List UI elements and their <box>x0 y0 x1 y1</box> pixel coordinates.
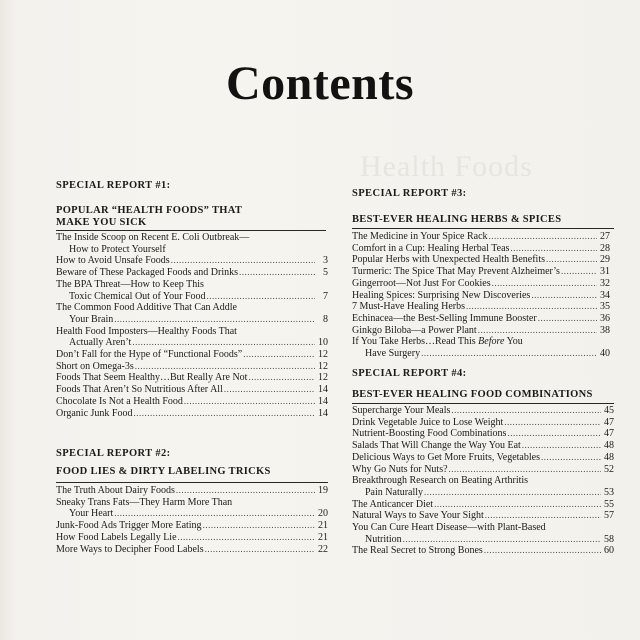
toc-page-number: 53 <box>604 486 614 498</box>
toc-entry <box>352 487 614 499</box>
toc-entry <box>56 279 328 291</box>
dot-leader <box>248 372 315 384</box>
dot-leader <box>504 417 601 429</box>
toc-entry <box>352 301 610 313</box>
toc-entry <box>56 337 328 349</box>
toc-page-number: 14 <box>318 384 328 396</box>
toc-page-number: 5 <box>323 267 328 279</box>
report-1-entries <box>56 232 328 419</box>
toc-page-number: 45 <box>604 405 614 416</box>
dot-leader <box>541 452 601 464</box>
toc-entry <box>56 244 328 256</box>
toc-entry <box>56 544 328 556</box>
toc-entry <box>352 278 610 290</box>
toc-entry-text: Salads That Will Change the Way You Eat <box>352 440 521 452</box>
toc-page-number: 35 <box>600 301 610 313</box>
toc-entry <box>352 417 614 429</box>
report-3-rule <box>352 228 614 229</box>
toc-entry-text: Short on Omega-3s <box>56 360 134 372</box>
toc-page-number: 8 <box>323 313 328 325</box>
toc-entry-text: Beware of These Packaged Foods and Drinks <box>56 267 238 279</box>
toc-entry-text: Your Heart <box>69 508 114 520</box>
toc-entry <box>352 231 610 243</box>
toc-entry <box>352 428 614 440</box>
toc-entry <box>56 372 328 384</box>
toc-entry-text: Toxic Chemical Out of Your Food <box>69 290 206 302</box>
toc-page-number: 38 <box>600 324 610 336</box>
toc-entry <box>352 313 610 325</box>
report-2-rule <box>56 482 328 483</box>
report-1-title-line: MAKE YOU SICK <box>56 217 147 228</box>
toc-page-number: 32 <box>600 277 610 289</box>
toc-entry <box>352 452 614 464</box>
toc-entry-text: Why Go Nuts for Nuts? <box>352 463 448 475</box>
toc-entry <box>352 243 610 255</box>
toc-entry-text: You Can Cure Heart Disease—with Plant-Based <box>352 522 546 534</box>
toc-entry-text: Gingerroot—Not Just For Cookies <box>352 277 491 289</box>
toc-entry <box>352 522 614 534</box>
toc-entry <box>56 255 328 267</box>
toc-entry <box>56 485 328 497</box>
toc-entry-text: Foods That Seem Healthy…But Really Are Not <box>56 372 248 384</box>
toc-page-number: 34 <box>600 289 610 301</box>
toc-entry-text: Ginkgo Biloba—a Power Plant <box>352 324 477 336</box>
dot-leader <box>205 544 315 556</box>
toc-entry <box>352 336 610 348</box>
dot-leader <box>133 408 315 420</box>
toc-entry-text: Pain Naturally <box>365 486 424 498</box>
dot-leader <box>171 255 315 267</box>
report-3-label: SPECIAL REPORT #3: <box>352 188 467 199</box>
toc-entry <box>352 440 614 452</box>
toc-entry <box>352 534 614 546</box>
toc-page-number: 3 <box>323 255 328 267</box>
toc-entry <box>56 302 328 314</box>
toc-entry-text: The Common Food Additive That Can Addle <box>56 302 237 314</box>
dot-leader <box>510 243 597 255</box>
toc-entry-text: Organic Junk Food <box>56 407 133 419</box>
report-4-title-line: BEST-EVER HEALING FOOD COMBINATIONS <box>352 389 593 400</box>
toc-entry-text: Supercharge Your Meals <box>352 405 451 416</box>
toc-page-number: 48 <box>604 440 614 452</box>
toc-page-number: 40 <box>600 348 610 360</box>
dot-leader <box>176 485 315 497</box>
toc-entry-text: Natural Ways to Save Your Sight <box>352 510 484 522</box>
dot-leader <box>135 361 315 373</box>
toc-page-number: 21 <box>318 520 328 532</box>
toc-page-number: 22 <box>318 543 328 555</box>
toc-entry-text: 7 Must-Have Healing Herbs <box>352 301 466 313</box>
dot-leader <box>243 349 315 361</box>
report-1-title-line: POPULAR “HEALTH FOODS” THAT <box>56 205 243 216</box>
report-2-title <box>56 466 271 478</box>
dot-leader <box>466 301 597 313</box>
dot-leader <box>184 396 315 408</box>
toc-entry <box>352 545 614 557</box>
dot-leader <box>424 487 601 499</box>
toc-page-number: 55 <box>604 498 614 510</box>
toc-entry-text: How Food Labels Legally Lie <box>56 531 177 543</box>
toc-entry <box>56 396 328 408</box>
toc-entry-text: Comfort in a Cup: Healing Herbal Teas <box>352 242 510 254</box>
toc-entry <box>352 405 614 417</box>
report-4-label: SPECIAL REPORT #4: <box>352 368 467 379</box>
toc-page-number: 14 <box>318 395 328 407</box>
toc-entry <box>56 232 328 244</box>
toc-entry-text: The Anticancer Diet <box>352 498 434 510</box>
dot-leader <box>403 534 601 546</box>
toc-entry <box>352 464 614 476</box>
dot-leader <box>478 325 597 337</box>
toc-page-number: 29 <box>600 254 610 266</box>
toc-page-number: 47 <box>604 428 614 440</box>
dot-leader <box>451 405 601 417</box>
report-1-label: SPECIAL REPORT #1: <box>56 180 171 191</box>
toc-page-number: 52 <box>604 463 614 475</box>
dot-leader <box>178 532 315 544</box>
toc-entry <box>352 290 610 302</box>
report-1-rule <box>56 230 326 231</box>
report-3-title <box>352 214 561 226</box>
toc-page-number: 19 <box>318 485 328 496</box>
toc-entry-text: Health Food Imposters—Healthy Foods That <box>56 325 237 337</box>
toc-entry-text: Popular Herbs with Unexpected Health Benefits <box>352 254 546 266</box>
toc-entry-text: Foods That Aren’t So Nutritious After All <box>56 384 223 396</box>
toc-entry-text: Nutrition <box>365 533 402 545</box>
toc-entry-text: Sneaky Trans Fats—They Harm More Than <box>56 496 233 508</box>
toc-entry-text: Breakthrough Research on Beating Arthritis <box>352 475 529 487</box>
toc-entry <box>56 532 328 544</box>
dot-leader <box>507 428 601 440</box>
report-4-title <box>352 389 593 401</box>
dot-leader <box>421 348 597 360</box>
toc-entry <box>56 291 328 303</box>
toc-entry-text: How to Avoid Unsafe Foods <box>56 255 170 267</box>
report-3-title-line: BEST-EVER HEALING HERBS & SPICES <box>352 214 562 225</box>
report-1-title <box>56 205 242 229</box>
toc-entry <box>56 267 328 279</box>
toc-entry <box>56 326 328 338</box>
toc-page-number: 47 <box>604 416 614 428</box>
toc-entry-text: Chocolate Is Not a Health Food <box>56 395 183 407</box>
toc-entry-text: Actually Aren’t <box>69 337 132 349</box>
report-4-entries <box>352 405 614 557</box>
toc-entry-text: Nutrient-Boosting Food Combinations <box>352 428 507 440</box>
toc-page-number: 28 <box>600 242 610 254</box>
toc-page-number: 36 <box>600 312 610 324</box>
toc-entry-text: Drink Vegetable Juice to Lose Weight <box>352 416 504 428</box>
toc-entry <box>352 254 610 266</box>
toc-page-number: 12 <box>318 360 328 372</box>
toc-entry <box>56 408 328 420</box>
toc-entry-text: Have Surgery <box>365 348 421 360</box>
dot-leader <box>492 278 597 290</box>
toc-entry <box>56 520 328 532</box>
dot-leader <box>207 291 315 303</box>
page-title: Contents <box>225 57 414 110</box>
toc-entry-text: Healing Spices: Surprising New Discoveries <box>352 289 531 301</box>
toc-entry-text: Turmeric: The Spice That May Prevent Alzheimer’s <box>352 266 560 278</box>
dot-leader <box>546 254 597 266</box>
dot-leader <box>224 384 315 396</box>
toc-entry <box>56 497 328 509</box>
dot-leader <box>239 267 315 279</box>
toc-entry <box>352 475 614 487</box>
toc-entry <box>56 314 328 326</box>
report-2-label: SPECIAL REPORT #2: <box>56 448 171 459</box>
dot-leader <box>114 314 315 326</box>
dot-leader <box>485 510 601 522</box>
toc-page-number: 58 <box>604 533 614 545</box>
toc-entry <box>352 325 610 337</box>
dot-leader <box>522 440 601 452</box>
dot-leader <box>203 520 315 532</box>
dot-leader <box>434 499 601 511</box>
toc-entry-text: The Real Secret to Strong Bones <box>352 545 483 557</box>
dot-leader <box>561 266 597 278</box>
toc-entry-text: Junk-Food Ads Trigger More Eating <box>56 520 202 532</box>
dot-leader <box>538 313 597 325</box>
toc-entry-text: Don’t Fall for the Hype of “Functional Foods” <box>56 349 243 361</box>
toc-entry-text: More Ways to Decipher Food Labels <box>56 543 204 555</box>
toc-entry-text: The BPA Threat—How to Keep This <box>56 278 204 290</box>
toc-page-number: 57 <box>604 510 614 522</box>
toc-page-number: 12 <box>318 349 328 361</box>
toc-entry-text: If You Take Herbs…Read This Before You <box>352 336 523 348</box>
toc-entry <box>352 348 610 360</box>
toc-page-number: 7 <box>323 290 328 302</box>
toc-entry <box>352 510 614 522</box>
dot-leader <box>489 231 597 243</box>
toc-entry-text: Your Brain <box>69 313 114 325</box>
report-2-title-line: FOOD LIES & DIRTY LABELING TRICKS <box>56 466 271 477</box>
toc-entry-text: Echinacea—the Best-Selling Immune Booster <box>352 312 537 324</box>
emphasis: Before <box>478 336 505 348</box>
toc-entry-text: The Truth About Dairy Foods <box>56 485 175 496</box>
toc-page-number: 21 <box>318 531 328 543</box>
report-4-rule <box>352 403 614 404</box>
toc-entry-text: The Inside Scoop on Recent E. Coli Outbreak— <box>56 232 250 243</box>
toc-page-number: 27 <box>600 231 610 242</box>
dot-leader <box>531 290 597 302</box>
dot-leader <box>449 464 601 476</box>
toc-page-number: 48 <box>604 451 614 463</box>
toc-page-number: 31 <box>600 266 610 278</box>
toc-entry <box>56 349 328 361</box>
toc-page-number: 12 <box>318 372 328 384</box>
toc-entry-text: The Medicine in Your Spice Rack <box>352 231 488 242</box>
report-3-entries <box>352 231 610 360</box>
toc-entry <box>56 361 328 373</box>
toc-entry-text: How to Protect Yourself <box>69 243 166 255</box>
toc-page-number: 14 <box>318 407 328 419</box>
toc-entry <box>352 499 614 511</box>
toc-page-number: 20 <box>318 508 328 520</box>
dot-leader <box>132 337 315 349</box>
dot-leader <box>114 508 315 520</box>
bleed-through-text: Health Foods <box>360 150 533 183</box>
toc-entry <box>352 266 610 278</box>
toc-entry <box>56 384 328 396</box>
toc-entry-text: Delicious Ways to Get More Fruits, Vegetables <box>352 451 540 463</box>
dot-leader <box>484 545 601 557</box>
toc-entry <box>56 508 328 520</box>
report-2-entries <box>56 485 328 555</box>
toc-page-number: 60 <box>604 545 614 557</box>
toc-page-number: 10 <box>318 337 328 349</box>
